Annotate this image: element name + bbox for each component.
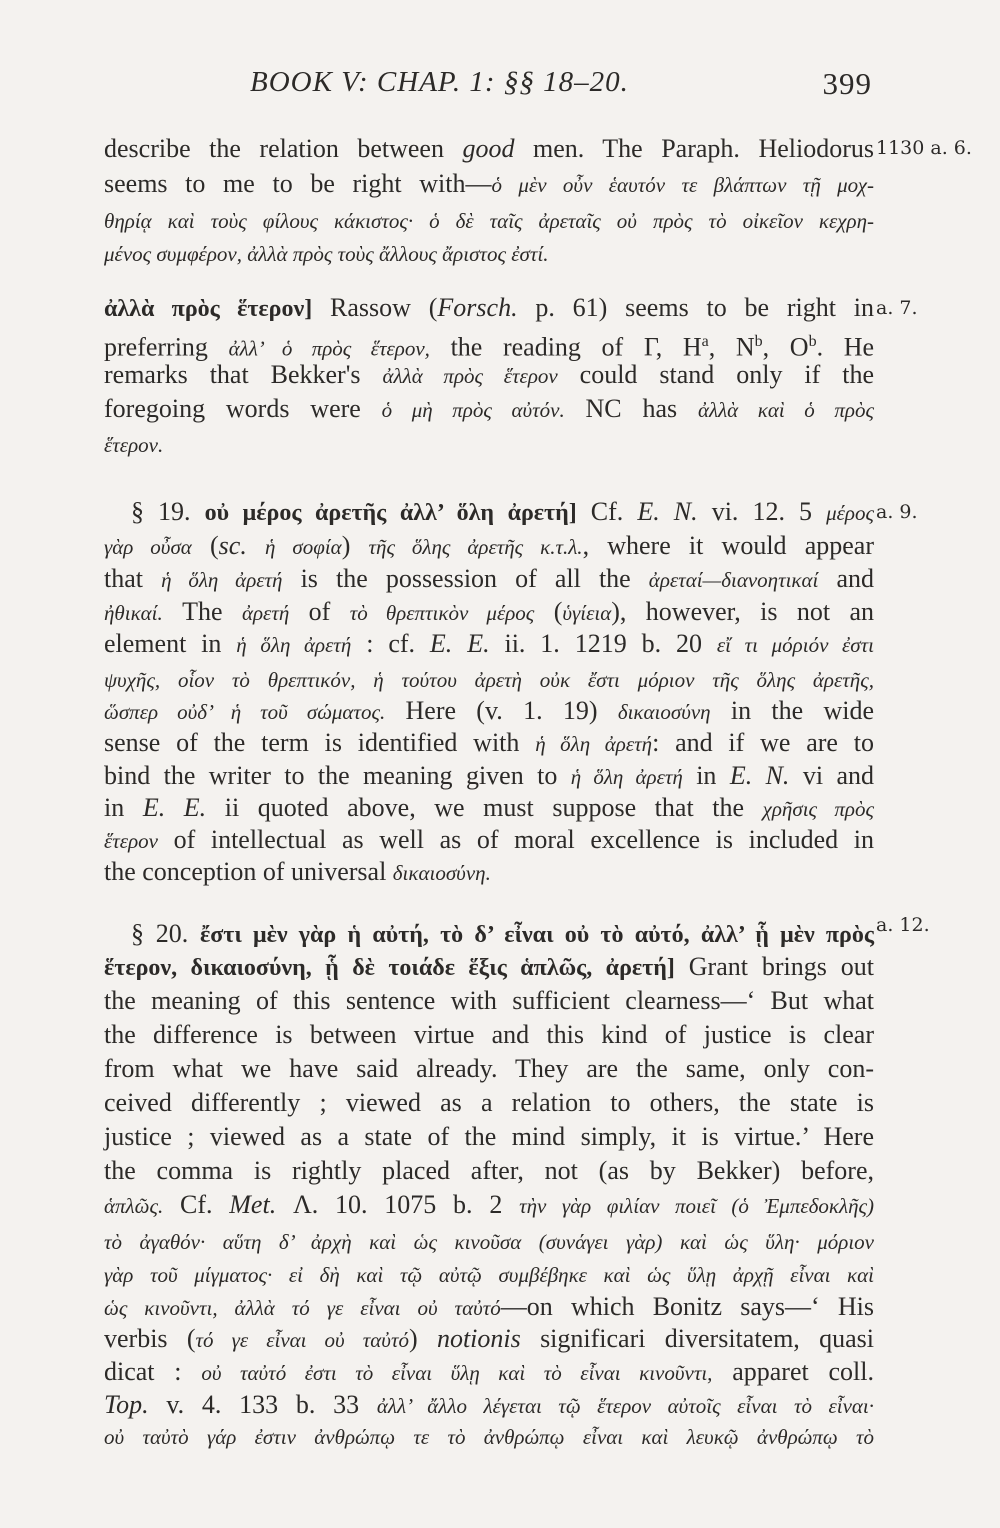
text-line: γὰρ οὖσα (sc. ἡ σοφία) τῆς ὅλης ἀρετῆς κ.τ.λ., where it would appear <box>104 531 874 560</box>
text-line: from what we have said already. They are the same, only con- <box>104 1054 874 1083</box>
text-line: ἕτερον, δικαιοσύνη, ᾗ δὲ τοιάδε ἕξις ἁπλῶς, ἀρετή] Grant brings out <box>104 952 874 981</box>
text-line: ἕτερον. <box>104 433 164 457</box>
text-line: in E. E. ii quoted above, we must suppose that the χρῆσις πρὸς <box>104 793 875 822</box>
section-20-heading-line: § 20. ἔστι μὲν γὰρ ἡ αὐτή, τὸ δ’ εἶναι οὐ τὸ αὐτό, ἀλλ’ ᾗ μὲν πρὸς <box>131 919 875 948</box>
text-line: μένος συμφέρον, ἀλλὰ πρὸς τοὺς ἄλλους ἄριστος ἐστί. <box>104 242 549 266</box>
text-line: the conception of universal δικαιοσύνη. <box>104 857 491 886</box>
text-line: γὰρ τοῦ μίγματος· εἰ δὴ καὶ τῷ αὐτῷ συμβέβηκε καὶ ὡς ὕλῃ ἀρχῇ εἶναι καὶ <box>104 1263 874 1287</box>
text-line: preferring ἀλλ’ ὁ πρὸς ἕτερον, the reading of Γ, $H^a$, $N^b$, $O^b$. He <box>104 332 875 362</box>
text-line: bind the writer to the meaning given to ἡ ὅλη ἀρετή in E. N. vi and <box>104 761 874 790</box>
margin-ref: a. 7. <box>876 297 918 319</box>
text-line: dicat : οὐ ταὐτό ἐστι τὸ εἶναι ὕλῃ καὶ τὸ εἶναι κινοῦντι, apparet coll. <box>104 1357 874 1386</box>
text-line: remarks that Bekker's ἀλλὰ πρὸς ἕτερον could stand only if the <box>104 360 875 389</box>
text-line: θηρίᾳ καὶ τοὺς φίλους κάκιστος· ὁ δὲ ταῖς ἀρεταῖς οὐ πρὸς τὸ οἰκεῖον κεχρη- <box>104 209 874 233</box>
text-line: ἁπλῶς. Cf. Met. Λ. 10. 1075 b. 2 τὴν γὰρ φιλίαν ποιεῖ (ὁ Ἐμπεδοκλῆς) <box>104 1190 875 1219</box>
text-line: ἠθικαί. The ἀρετή of τὸ θρεπτικὸν μέρος (ὑγίεια), however, is not an <box>104 597 875 626</box>
text-line: that ἡ ὅλη ἀρετή is the possession of all the ἀρεταί—διανοητικαί and <box>104 564 874 593</box>
text-line: the comma is rightly placed after, not (as by Bekker) before, <box>104 1156 874 1185</box>
text-line: verbis (τό γε εἶναι οὐ ταὐτό) notionis significari diversitatem, quasi <box>104 1324 874 1353</box>
text-line: οὐ ταὐτὸ γάρ ἐστιν ἀνθρώπῳ τε τὸ ἀνθρώπῳ εἶναι καὶ λευκῷ ἀνθρώπῳ τὸ <box>104 1425 874 1449</box>
section-19-heading-line: § 19. οὐ μέρος ἀρετῆς ἀλλ’ ὅλη ἀρετή] Cf. E. N. vi. 12. 5 μέρος <box>131 497 874 526</box>
text-line: ὥσπερ οὐδ’ ἡ τοῦ σώματος. Here (v. 1. 19) δικαιοσύνη in the wide <box>104 696 874 725</box>
running-title: BOOK V: CHAP. 1: §§ 18–20. <box>250 66 629 98</box>
text-line: seems to me to be right with—ὁ μὲν οὖν ἑαυτόν τε βλάπτων τῇ μοχ- <box>104 169 874 198</box>
text-line: ceived differently ; viewed as a relation to others, the state is <box>104 1088 874 1117</box>
text-line: the meaning of this sentence with sufficient clearness—‘ But what <box>104 986 874 1015</box>
text-line: foregoing words were ὁ μὴ πρὸς αὐτόν. NC has ἀλλὰ καὶ ὁ πρὸς <box>104 394 874 423</box>
text-line: element in ἡ ὅλη ἀρετή : cf. E. E. ii. 1. 1219 b. 20 εἴ τι μόριόν ἐστι <box>104 629 875 658</box>
text-line: τὸ ἀγαθόν· αὕτη δ’ ἀρχὴ καὶ ὡς κινοῦσα (συνάγει γὰρ) καὶ ὡς ὕλη· μόριον <box>104 1230 874 1254</box>
text-line: ἕτερον of intellectual as well as of moral excellence is included in <box>104 825 874 854</box>
text-line: ἀλλὰ πρὸς ἕτερον] Rassow (Forsch. p. 61) seems to be right in <box>104 293 874 322</box>
page-number: 399 <box>822 66 872 101</box>
text-line: justice ; viewed as a state of the mind simply, it is virtue.’ Here <box>104 1122 874 1151</box>
text-line: describe the relation between good men. The Paraph. Heliodorus <box>104 134 874 163</box>
text-line: ὡς κινοῦντι, ἀλλὰ τό γε εἶναι οὐ ταὐτό—on which Bonitz says—‘ His <box>104 1292 874 1321</box>
text-line: ψυχῆς, οἷον τὸ θρεπτικόν, ἡ τούτου ἀρετὴ οὐκ ἔστι μόριον τῆς ὅλης ἀρετῆς, <box>104 668 874 692</box>
margin-ref: 1130 a. 6. <box>876 137 972 159</box>
margin-ref: a. 9. <box>876 501 918 523</box>
running-header <box>250 66 890 99</box>
text-line: the difference is between virtue and this kind of justice is clear <box>104 1020 874 1049</box>
margin-ref: a. 12. <box>876 914 930 936</box>
text-line: sense of the term is identified with ἡ ὅλη ἀρετή: and if we are to <box>104 728 874 757</box>
text-line: Top. v. 4. 133 b. 33 ἀλλ’ ἄλλο λέγεται τῷ ἕτερον αὐτοῖς εἶναι τὸ εἶναι· <box>104 1390 874 1419</box>
